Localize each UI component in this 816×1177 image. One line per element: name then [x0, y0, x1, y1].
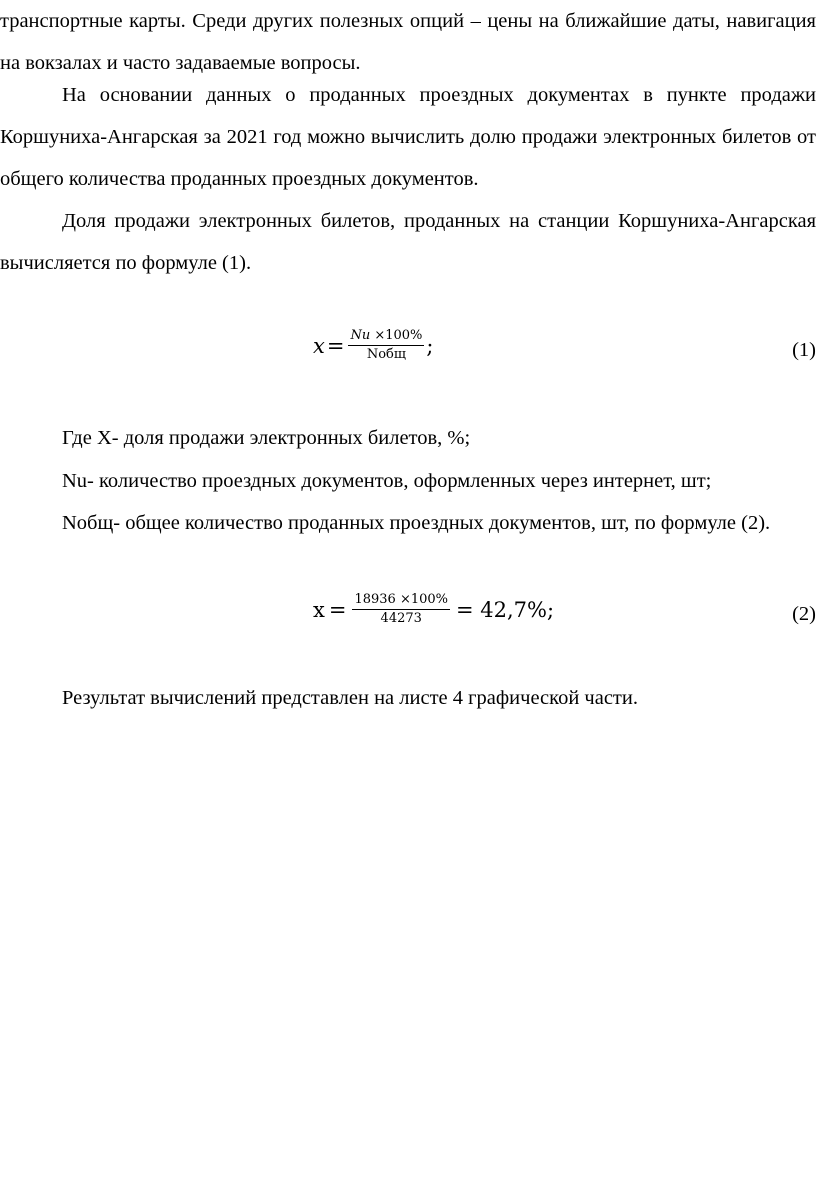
formula-2-equals: =	[328, 597, 347, 622]
formula-1-equals: =	[326, 333, 345, 358]
formula-1-semicolon: ;	[426, 333, 434, 358]
formula-2-numerator: 18936 ×100%	[352, 592, 450, 610]
formula-2-number: (2)	[792, 603, 816, 625]
definition-nobsh: Nобщ- общее количество проданных проездных документов, шт, по формуле (2).	[62, 512, 771, 534]
result-paragraph: Результат вычислений представлен на листе 4 графической части.	[62, 687, 638, 709]
definition-x: Где Х- доля продажи электронных билетов, %;	[62, 427, 471, 449]
paragraph-share-definition: Доля продажи электронных билетов, проданных на станции Коршуниха-Ангарская вычисляется по формуле (1).	[0, 210, 816, 274]
formula-1-numerator-var: Nu	[350, 328, 371, 343]
formula-2-denominator: 44273	[380, 611, 422, 626]
formula-1	[313, 328, 433, 363]
formula-1-number: (1)	[792, 339, 816, 361]
definition-nu: Nu- количество проездных документов, оформленных через интернет, шт;	[62, 470, 712, 492]
formula-1-numerator	[348, 328, 424, 346]
formula-1-fraction	[348, 328, 424, 363]
formula-2	[313, 592, 554, 627]
paragraph-sales-data: На основании данных о проданных проездных документах в пункте продажи Коршуниха-Ангарская за 2021 год можно вычислить долю продажи электронных билетов от общего количества проданных проездных документов.	[0, 84, 816, 190]
formula-1-denominator: Nобщ	[366, 347, 406, 362]
formula-2-lhs: x	[313, 597, 325, 622]
paragraph-transport-cards: транспортные карты. Среди других полезных опций – цены на ближайшие даты, навигация на вокзалах и часто задаваемые вопросы.	[0, 10, 816, 74]
formula-2-fraction	[352, 592, 450, 627]
formula-2-result: = 42,7%;	[456, 597, 555, 622]
formula-1-numerator-rest: ×100%	[370, 328, 423, 343]
formula-1-lhs: x	[313, 333, 325, 358]
